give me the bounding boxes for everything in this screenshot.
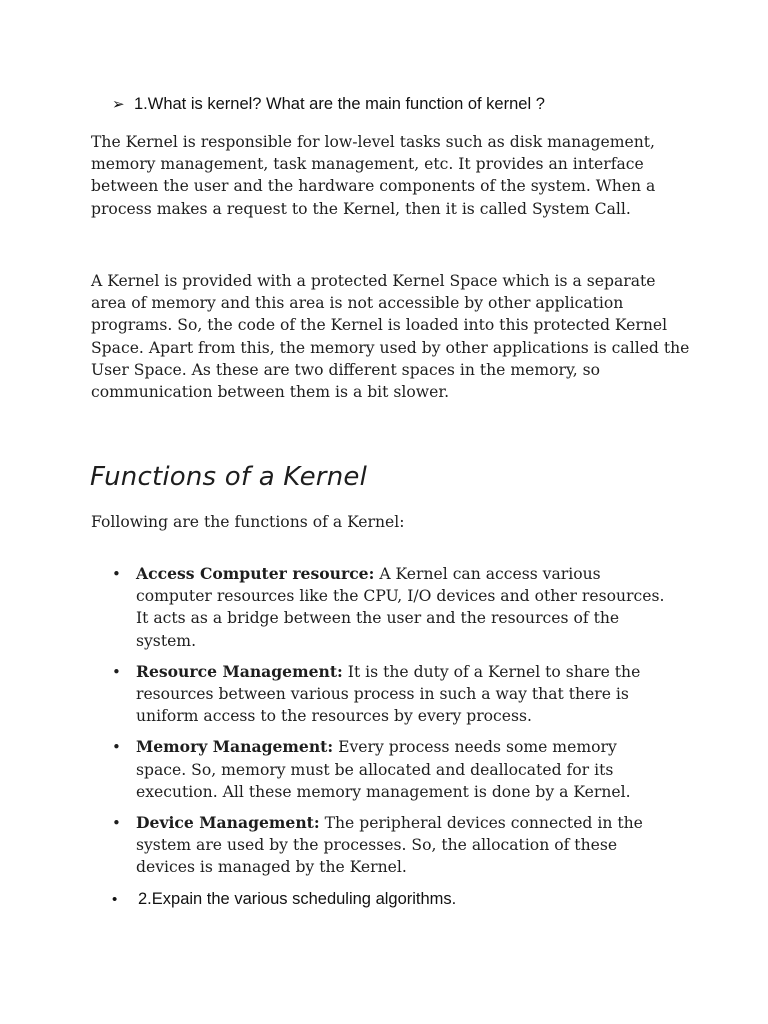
paragraph-kernel-space: A Kernel is provided with a protected Kernel Space which is a separate area of memory and this area is not accessible by other application programs. So, the code of the Kernel is loaded into this protected Kernel Space. Apart from this, the memory used by other applications is called the User Space. As these are two different spaces in the memory, so communication between them is a bit slower. [91,272,690,402]
paragraph-kernel-responsibilities: The Kernel is responsible for low-level tasks such as disk management, memory management, task management, etc. It provides an interface between the user and the hardware components of the system. When a process makes a request to the Kernel, then it is called System Call. [91,133,656,218]
list-item-description: It is the duty of a Kernel to share the resources between various process in such a way that there is uniform access to the resources by every process. [136,662,641,726]
list-item-description: Every process needs some memory space. So, memory must be allocated and deallocated for its execution. All these memory management is done by a Kernel. [136,738,631,801]
list-item-term: Memory Management: [136,737,334,757]
list-item [110,812,670,879]
arrow-bullet-icon: ➢ [112,96,125,113]
question-1 [112,95,545,114]
list-item [110,661,670,728]
bullet-icon: • [112,565,121,583]
functions-list [110,563,670,888]
list-item-description: A Kernel can access various computer resources like the CPU, I/O devices and other resources. It acts as a bridge between the user and the resources of the system. [136,565,665,650]
bullet-icon: • [112,738,121,757]
section-heading: Functions of a Kernel [90,462,367,492]
section-intro: Following are the functions of a Kernel: [91,513,405,531]
list-item-term: Device Management: [136,813,320,833]
list-item-description: The peripheral devices connected in the system are used by the processes. So, the allocation of these devices is managed by the Kernel. [136,814,643,877]
list-item [110,736,670,803]
list-item-term: Access Computer resource: [136,564,375,583]
bullet-icon: • [112,662,121,681]
bullet-icon: • [112,814,121,833]
list-item [110,563,670,652]
question-2-text: 2.Expain the various scheduling algorithms. [138,890,457,908]
bullet-icon: • [112,891,118,908]
list-item-term: Resource Management: [136,661,343,681]
question-1-text: 1.What is kernel? What are the main function of kernel ? [134,95,545,113]
question-2 [110,890,456,909]
